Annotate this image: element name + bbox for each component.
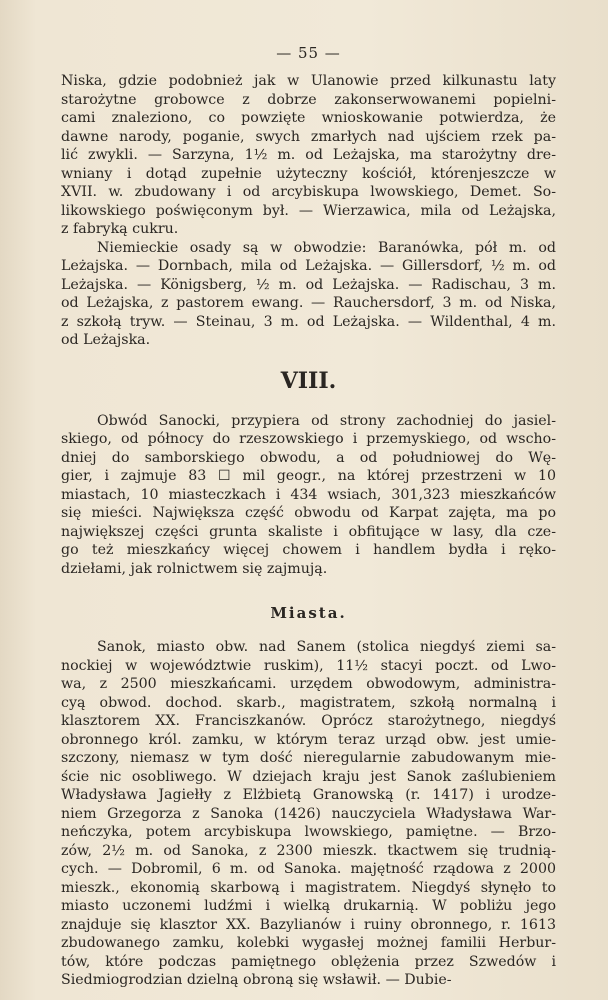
paragraph-towns (61, 638, 556, 990)
paragraph-niska (61, 72, 556, 239)
text-line: zbudowanego zamku, kolebki wygasłej możnej familii Herbur- (61, 935, 556, 951)
text-line: z fabryką cukru. (61, 221, 179, 237)
text-line: lić zwykli. — Sarzyna, 1½ m. od Leżajska, ma starożytny dre- (61, 147, 556, 163)
text-line: szczony, niemasz w tym dość nieregularnie zabudowanym mie- (61, 750, 556, 766)
paragraph-sanok-district (61, 412, 556, 579)
text-line: Leżajska. — Dornbach, mila od Leżajska. — Gillersdorf, ½ m. od (61, 258, 556, 274)
text-line: od Leżajska. (61, 332, 151, 348)
text-line: nockiej w województwie ruskim), 11½ stacyi poczt. od Lwo- (61, 657, 556, 674)
text-line: Leżajska. — Königsberg, ½ m. od Leżajska. — Radischau, 3 m. (61, 276, 556, 293)
text-line: cych. — Dobromil, 6 m. od Sanoka. majętność rządowa z 2000 (61, 861, 556, 877)
text-line: gier, i zajmuje 83 ☐ mil geogr., na której przestrzeni w 10 (61, 468, 556, 484)
text-line: Siedmiogrodzian dzielną obroną się wsławił. — Dubie- (61, 972, 452, 988)
text-line: miastach, 10 miasteczkach i 434 wsiach, 301,323 mieszkańców (61, 486, 556, 503)
text-line: neńczyka, potem arcybiskupa lwowskiego, pamiętne. — Brzo- (61, 824, 556, 840)
text-line: niem Grzegorza z Sanoka (1426) nauczyciela Władysława War- (61, 805, 556, 822)
text-line: miasto uczonemi ludźmi i wielką drukarnią. W pobliżu jego (61, 898, 556, 914)
text-line: dziełami, jak rolnictwem się zajmują. (61, 560, 328, 577)
text-line: Niska, gdzie podobnież jak w Ulanowie przed kilkunastu laty (61, 73, 556, 89)
text-line: likowskiego poświęconym był. — Wierzawica, mila od Leżajska, (61, 202, 556, 219)
text-line: mieszk., ekonomią skarbową i magistratem. Niegdyś słynęło to (61, 879, 556, 896)
text-line: cami znaleziono, co powzięte wnioskowanie potwierdza, że (61, 110, 556, 126)
text-line: się mieści. Największa część obwodu od Karpat zajęta, ma po (61, 505, 556, 521)
text-line: znajduje się klasztor XX. Bazylianów i ruiny obronnego, r. 1613 (61, 916, 556, 933)
text-line: skiego, od północy do rzeszowskiego i przemyskiego, od wscho- (61, 431, 556, 447)
text-line: cyą obwod. dochod. skarb., magistratem, szkołą normalną i (61, 694, 556, 711)
section-heading: Miasta. (270, 604, 347, 622)
page-number: — 55 — (276, 44, 341, 62)
text-line: Niemieckie osady są w obwodzie: Baranówka, pół m. od (97, 239, 556, 256)
text-line: wniany i dotąd zupełnie użyteczny kościół, którenjeszcze w (61, 165, 556, 182)
text-line: dniej do samborskiego obwodu, a od południowej do Wę- (61, 449, 556, 466)
text-line: klasztorem XX. Franciszkanów. Oprócz starożytnego, niegdyś (61, 713, 556, 729)
chapter-heading: VIII. (280, 367, 337, 394)
text-line: dawne narody, poganie, swych zmarłych nad ujściem rzek pa- (61, 128, 556, 145)
text-line: Sanok, miasto obw. nad Sanem (stolica niegdyś ziemi sa- (97, 639, 556, 655)
text-line: obronnego król. zamku, w którym teraz urząd obw. jest umie- (61, 731, 556, 748)
text-line: ście nic osobliwego. W dziejach kraju jest Sanok zaślubieniem (61, 768, 556, 785)
text-line: tów, które podczas pamiętnego oblężenia przez Szwedów i (61, 953, 556, 970)
text-line: największej części grunta skaliste i obfitujące w lasy, dla cze- (61, 523, 556, 540)
text-line: z szkołą tryw. — Steinau, 3 m. od Leżajska. — Wildenthal, 4 m. (61, 313, 556, 330)
text-line: Obwód Sanocki, przypiera od strony zachodniej do jasiel- (97, 412, 556, 429)
text-line: zów, 2½ m. od Sanoka, z 2300 mieszk. tkactwem się trudnią- (61, 842, 556, 859)
paragraph-german-settlements (61, 239, 556, 350)
text-line: od Leżajska, z pastorem ewang. — Rauchersdorf, 3 m. od Niska, (61, 295, 556, 311)
text-line: starożytne grobowce z dobrze zakonserwowanemi popielni- (61, 91, 556, 108)
text-line: go też mieszkańcy więcej chowem i handlem bydła i ręko- (61, 542, 556, 558)
text-line: Władysława Jagiełły z Elżbietą Granowską (r. 1417) i urodze- (61, 787, 556, 803)
text-line: wa, z 2500 mieszkańcami. urzędem obwodowym, administra- (61, 676, 556, 692)
text-line: XVII. w. zbudowany i od arcybiskupa lwowskiego, Demet. So- (61, 184, 556, 200)
